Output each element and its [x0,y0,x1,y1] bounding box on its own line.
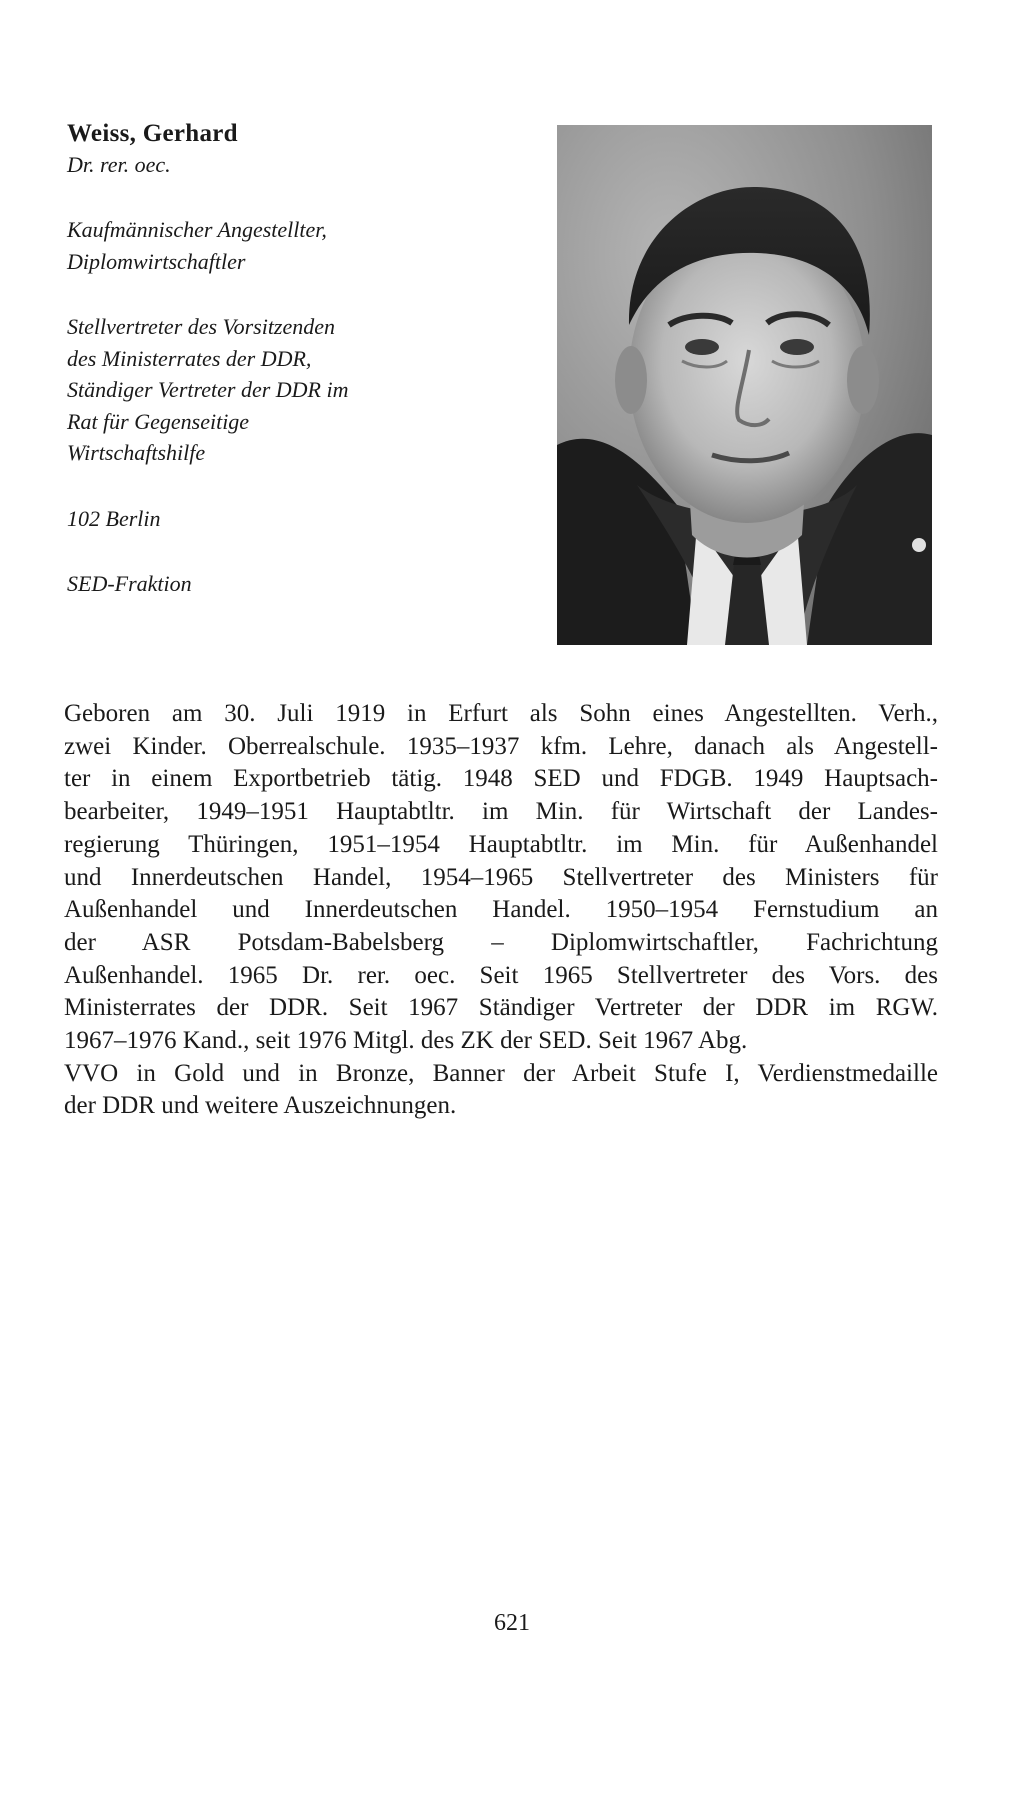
position-line-4: Rat für Gegenseitige [67,408,250,434]
profession-line-1: Kaufmännischer Angestellter, [67,217,327,242]
biography-paragraph-2 [64,1058,938,1123]
biography-line: Außenhandel. 1965 Dr. rer. oec. Seit 1965 Stellvertreter des Vors. des [64,961,938,989]
biography-line: Geboren am 30. Juli 1919 in Erfurt als Sohn eines Angestellten. Verh., [64,700,938,727]
profession-line-2: Diplomwirtschaftler [67,248,246,274]
biography-text [64,698,938,1123]
biography-line: und Innerdeutschen Handel, 1954–1965 Stellvertreter des Ministers für [64,863,938,891]
position-line-5: Wirtschaftshilfe [67,440,206,465]
portrait-photo [557,125,932,645]
position-line-2: des Ministerrates der DDR, [67,345,312,371]
entry-header [67,118,537,600]
biography-line: ter in einem Exportbetrieb tätig. 1948 SED und FDGB. 1949 Hauptsach- [64,765,938,793]
biography-line: 1967–1976 Kand., seit 1976 Mitgl. des ZK der SED. Seit 1967 Abg. [64,1027,748,1055]
position-line-1: Stellvertreter des Vorsitzenden [67,314,336,339]
page-number: 621 [494,1610,530,1636]
biography-line: der ASR Potsdam-Babelsberg – Diplomwirtschaftler, Fachrichtung [64,928,938,956]
person-name: Weiss, Gerhard [67,120,238,147]
biography-line: regierung Thüringen, 1951–1954 Hauptabtltr. im Min. für Außenhandel [64,830,938,858]
biography-line: der DDR und weitere Auszeichnungen. [64,1092,457,1120]
location: 102 Berlin [67,505,161,531]
biography-paragraph-1 [64,698,938,1058]
faction: SED-Fraktion [67,571,192,596]
biography-line: Außenhandel und Innerdeutschen Handel. 1950–1954 Fernstudium an [64,896,938,924]
biography-line: bearbeiter, 1949–1951 Hauptabtltr. im Min. für Wirtschaft der Landes- [64,798,938,826]
biography-line: Ministerrates der DDR. Seit 1967 Ständiger Vertreter der DDR im RGW. [64,994,938,1022]
position-line-3: Ständiger Vertreter der DDR im [67,377,349,402]
biography-line: zwei Kinder. Oberrealschule. 1935–1937 kfm. Lehre, danach als Angestell- [64,732,938,760]
biography-line: VVO in Gold und in Bronze, Banner der Arbeit Stufe I, Verdienstmedaille [64,1059,938,1087]
academic-degree: Dr. rer. oec. [67,152,171,177]
